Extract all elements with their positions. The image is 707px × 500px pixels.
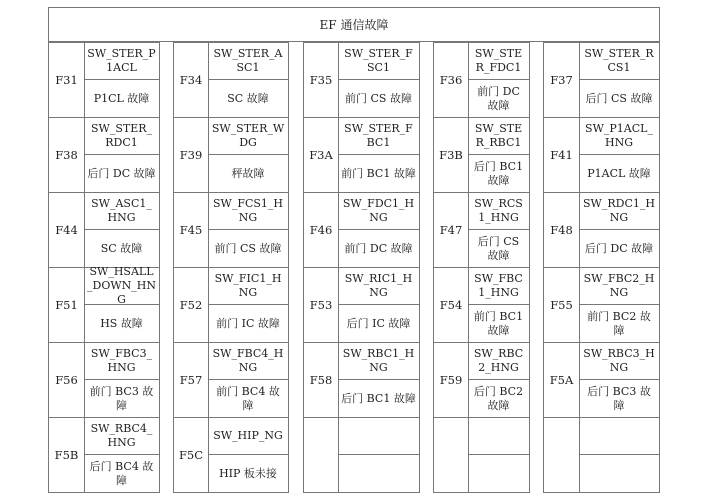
table-row bbox=[174, 417, 288, 492]
table-row bbox=[49, 342, 159, 417]
signal-name: SW_RBC1_HNG bbox=[338, 343, 419, 380]
table-row bbox=[174, 192, 288, 267]
table-row bbox=[49, 42, 159, 117]
signal-name: SW_HIP_NG bbox=[208, 418, 288, 455]
fault-description: P1CL 故障 bbox=[93, 91, 150, 105]
fault-description: 前门 BC2 故障 bbox=[587, 309, 651, 337]
fault-description bbox=[338, 455, 419, 492]
signal-name: SW_FBC4_HNG bbox=[208, 343, 288, 380]
fault-code: F3A bbox=[304, 118, 339, 192]
fault-description: 前门 IC 故障 bbox=[216, 316, 280, 330]
fault-code: F39 bbox=[174, 118, 209, 192]
fault-code: F36 bbox=[434, 43, 469, 117]
fault-code: F3B bbox=[434, 118, 469, 192]
fault-code: F41 bbox=[544, 118, 580, 192]
fault-group bbox=[303, 42, 420, 493]
fault-description: SC 故障 bbox=[227, 91, 269, 105]
fault-group bbox=[48, 42, 160, 493]
fault-code: F45 bbox=[174, 193, 209, 267]
fault-group bbox=[543, 42, 660, 493]
signal-name: SW_RCS1_HNG bbox=[468, 193, 529, 230]
table-row bbox=[304, 342, 419, 417]
signal-name bbox=[338, 418, 419, 455]
signal-name: SW_STER_P1ACL bbox=[84, 43, 159, 80]
fault-description: 秤故障 bbox=[231, 166, 265, 180]
table-row bbox=[49, 267, 159, 342]
fault-code: F57 bbox=[174, 343, 209, 417]
table-row bbox=[174, 117, 288, 192]
table-row bbox=[544, 192, 659, 267]
signal-name: SW_STER_RCS1 bbox=[579, 43, 659, 80]
table-row bbox=[304, 42, 419, 117]
signal-name bbox=[579, 418, 659, 455]
fault-code bbox=[544, 418, 580, 492]
fault-code: F51 bbox=[49, 268, 85, 342]
fault-code bbox=[434, 418, 469, 492]
fault-code: F37 bbox=[544, 43, 580, 117]
fault-code: F35 bbox=[304, 43, 339, 117]
fault-description: 前门 BC1 故障 bbox=[473, 309, 524, 337]
signal-name: SW_FBC2_HNG bbox=[579, 268, 659, 305]
table-row bbox=[49, 192, 159, 267]
fault-description: 后门 BC4 故障 bbox=[89, 459, 154, 487]
signal-name: SW_FBC3_HNG bbox=[84, 343, 159, 380]
fault-code: F55 bbox=[544, 268, 580, 342]
fault-description: 前门 BC4 故障 bbox=[216, 384, 280, 412]
signal-name: SW_STER_RDC1 bbox=[84, 118, 159, 155]
table-row bbox=[434, 417, 529, 492]
signal-name: SW_P1ACL_HNG bbox=[579, 118, 659, 155]
table-row bbox=[49, 117, 159, 192]
table-row bbox=[544, 342, 659, 417]
signal-name: SW_RBC4_HNG bbox=[84, 418, 159, 455]
table-row bbox=[304, 417, 419, 492]
table-row bbox=[544, 117, 659, 192]
fault-description: 前门 BC3 故障 bbox=[89, 384, 154, 412]
signal-name: SW_RDC1_HNG bbox=[579, 193, 659, 230]
fault-code: F53 bbox=[304, 268, 339, 342]
table-row bbox=[434, 342, 529, 417]
signal-name: SW_FBC1_HNG bbox=[468, 268, 529, 305]
fault-description: 后门 BC1 故障 bbox=[341, 391, 416, 405]
fault-description: 后门 DC 故障 bbox=[584, 241, 654, 255]
fault-code: F48 bbox=[544, 193, 580, 267]
signal-name: SW_ASC1_HNG bbox=[84, 193, 159, 230]
table-row bbox=[304, 267, 419, 342]
fault-description bbox=[579, 455, 659, 492]
fault-code: F5A bbox=[544, 343, 580, 417]
signal-name: SW_FDC1_HNG bbox=[338, 193, 419, 230]
fault-code: F54 bbox=[434, 268, 469, 342]
table-row bbox=[434, 117, 529, 192]
fault-code: F34 bbox=[174, 43, 209, 117]
fault-description: 后门 BC2 故障 bbox=[473, 384, 524, 412]
fault-group bbox=[433, 42, 530, 493]
fault-code: F31 bbox=[49, 43, 85, 117]
signal-name: SW_RBC3_HNG bbox=[579, 343, 659, 380]
signal-name: SW_STER_FDC1 bbox=[468, 43, 529, 80]
fault-description: 前门 BC1 故障 bbox=[341, 166, 416, 180]
fault-description: 前门 DC 故障 bbox=[344, 241, 413, 255]
signal-name: SW_STER_ASC1 bbox=[208, 43, 288, 80]
fault-description: 前门 CS 故障 bbox=[345, 91, 412, 105]
table-row bbox=[544, 267, 659, 342]
fault-description: P1ACL 故障 bbox=[587, 166, 651, 180]
fault-description: HS 故障 bbox=[100, 316, 143, 330]
table-row bbox=[434, 42, 529, 117]
signal-name: SW_STER_FBC1 bbox=[338, 118, 419, 155]
signal-name: SW_FCS1_HNG bbox=[208, 193, 288, 230]
signal-name: SW_STER_WDG bbox=[208, 118, 288, 155]
fault-code: F56 bbox=[49, 343, 85, 417]
fault-description bbox=[468, 455, 529, 492]
signal-name: SW_HSALL_DOWN_HNG bbox=[84, 268, 159, 305]
fault-description: HIP 板未接 bbox=[219, 466, 277, 480]
fault-description: 后门 BC1 故障 bbox=[473, 159, 524, 187]
signal-name: SW_RIC1_HNG bbox=[338, 268, 419, 305]
signal-name: SW_STER_FSC1 bbox=[338, 43, 419, 80]
table-row bbox=[304, 117, 419, 192]
fault-description: 后门 BC3 故障 bbox=[587, 384, 651, 412]
signal-name bbox=[468, 418, 529, 455]
fault-description: 后门 DC 故障 bbox=[87, 166, 156, 180]
fault-description: SC 故障 bbox=[100, 241, 143, 255]
signal-name: SW_FIC1_HNG bbox=[208, 268, 288, 305]
fault-code: F59 bbox=[434, 343, 469, 417]
table-row bbox=[304, 192, 419, 267]
fault-code bbox=[304, 418, 339, 492]
fault-description: 前门 DC 故障 bbox=[477, 84, 520, 112]
fault-description: 后门 CS 故障 bbox=[585, 91, 653, 105]
fault-description: 后门 CS 故障 bbox=[477, 234, 520, 262]
signal-name: SW_STER_RBC1 bbox=[468, 118, 529, 155]
table-row bbox=[174, 42, 288, 117]
fault-code: F46 bbox=[304, 193, 339, 267]
table-row bbox=[544, 42, 659, 117]
fault-code: F38 bbox=[49, 118, 85, 192]
table-row bbox=[434, 267, 529, 342]
fault-group bbox=[173, 42, 289, 493]
fault-description: 后门 IC 故障 bbox=[346, 316, 411, 330]
fault-code: F5C bbox=[174, 418, 209, 492]
table-row bbox=[174, 267, 288, 342]
table-row bbox=[174, 342, 288, 417]
signal-name: SW_RBC2_HNG bbox=[468, 343, 529, 380]
fault-code: F44 bbox=[49, 193, 85, 267]
fault-code: F52 bbox=[174, 268, 209, 342]
fault-code: F47 bbox=[434, 193, 469, 267]
table-title: EF 通信故障 bbox=[48, 7, 660, 42]
fault-code: F5B bbox=[49, 418, 85, 492]
table-row bbox=[49, 417, 159, 492]
fault-description: 前门 CS 故障 bbox=[214, 241, 282, 255]
fault-code: F58 bbox=[304, 343, 339, 417]
table-row bbox=[544, 417, 659, 492]
table-row bbox=[434, 192, 529, 267]
